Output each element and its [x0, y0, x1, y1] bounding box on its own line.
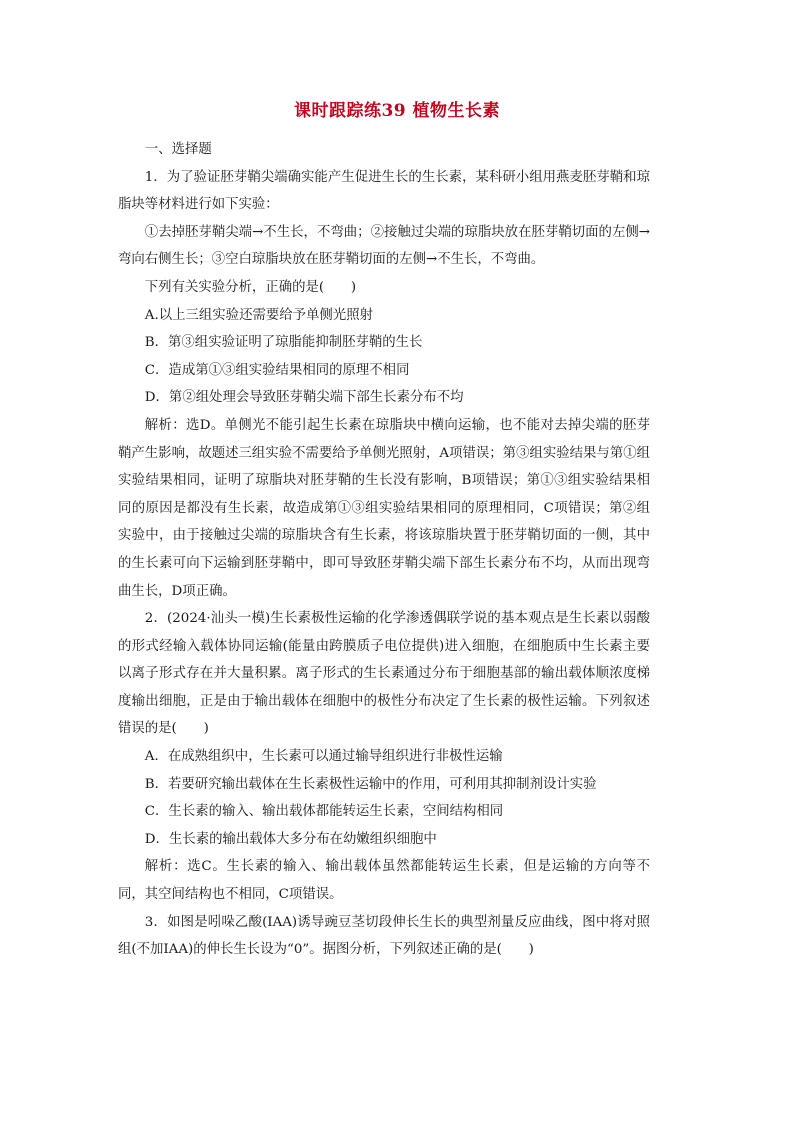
section-heading: 一、选择题	[144, 142, 212, 157]
question-2-option-c: C．生长素的输入、输出载体都能转运生长素，空间结构相同	[144, 804, 504, 820]
question-1-option-b: B．第③组实验证明了琼脂能抑制胚芽鞘的生长	[144, 335, 423, 351]
question-2-option-a: A．在成熟组织中，生长素可以通过输导组织进行非极性运输	[144, 749, 503, 765]
question-2-option-d: D．生长素的输出载体大多分布在幼嫩组织细胞中	[144, 831, 437, 847]
question-2-option-b: B．若要研究输出载体在生长素极性运输中的作用，可利用其抑制剂设计实验	[144, 776, 597, 792]
question-1-experiments: ①去掉胚芽鞘尖端→不生长，不弯曲；②接触过尖端的琼脂块放在胚芽鞘切面的左侧→弯向右侧生长；③空白琼脂块放在胚芽鞘切面的左侧→不生长，不弯曲。	[118, 224, 650, 268]
question-1-option-d: D．第②组处理会导致胚芽鞘尖端下部生长素分布不均	[144, 390, 464, 406]
question-3-stem: 3．如图是吲哚乙酸(IAA)诱导豌豆茎切段伸长生长的典型剂量反应曲线，图中将对照组(不加IAA)的伸长生长设为“0”。据图分析，下列叙述正确的是( )	[118, 914, 650, 958]
document-body	[118, 136, 650, 964]
page-title: 课时跟踪练39 植物生长素	[293, 101, 501, 121]
question-2-analysis: 解析：选C。生长素的输入、输出载体虽然都能转运生长素，但是运输的方向等不同，其空间结构也不相同，C项错误。	[118, 859, 650, 903]
question-1-ask: 下列有关实验分析，正确的是( )	[144, 279, 357, 295]
question-1-stem: 1．为了验证胚芽鞘尖端确实能产生促进生长的生长素，某科研小组用燕麦胚芽鞘和琼脂块等材料进行如下实验：	[118, 169, 650, 213]
question-1-analysis: 解析：选D。单侧光不能引起生长素在琼脂块中横向运输，也不能对去掉尖端的胚芽鞘产生影响，故题述三组实验不需要给予单侧光照射，A项错误；第③组实验结果与第①组实验结果相同，证明了琼脂块对胚芽鞘的生长没有影响，B项错误；第①③组实验结果相同的原因是都没有生长素，故造成第①③组实验结果相同的原理相同，C项错误；第②组实验中，由于接触过尖端的琼脂块含有生长素，将该琼脂块置于胚芽鞘切面的一侧，其中的生长素可向下运输到胚芽鞘中，即可导致胚芽鞘尖端下部生长素分布不均，从而出现弯曲生长，D项正确。	[118, 417, 650, 599]
question-2-stem: 2．(2024·汕头一模)生长素极性运输的化学渗透偶联学说的基本观点是生长素以弱酸的形式经输入载体协同运输(能量由跨膜质子电位提供)进入细胞，在细胞质中生长素主要以离子形式存在并大量积累。离子形式的生长素通过分布于细胞基部的输出载体顺浓度梯度输出细胞，正是由于输出载体在细胞中的极性分布决定了生长素的极性运输。下列叙述错误的是( )	[118, 611, 650, 737]
question-1-option-a: A.以上三组实验还需要给予单侧光照射	[144, 307, 373, 323]
question-1-option-c: C．造成第①③组实验结果相同的原理不相同	[144, 362, 410, 378]
